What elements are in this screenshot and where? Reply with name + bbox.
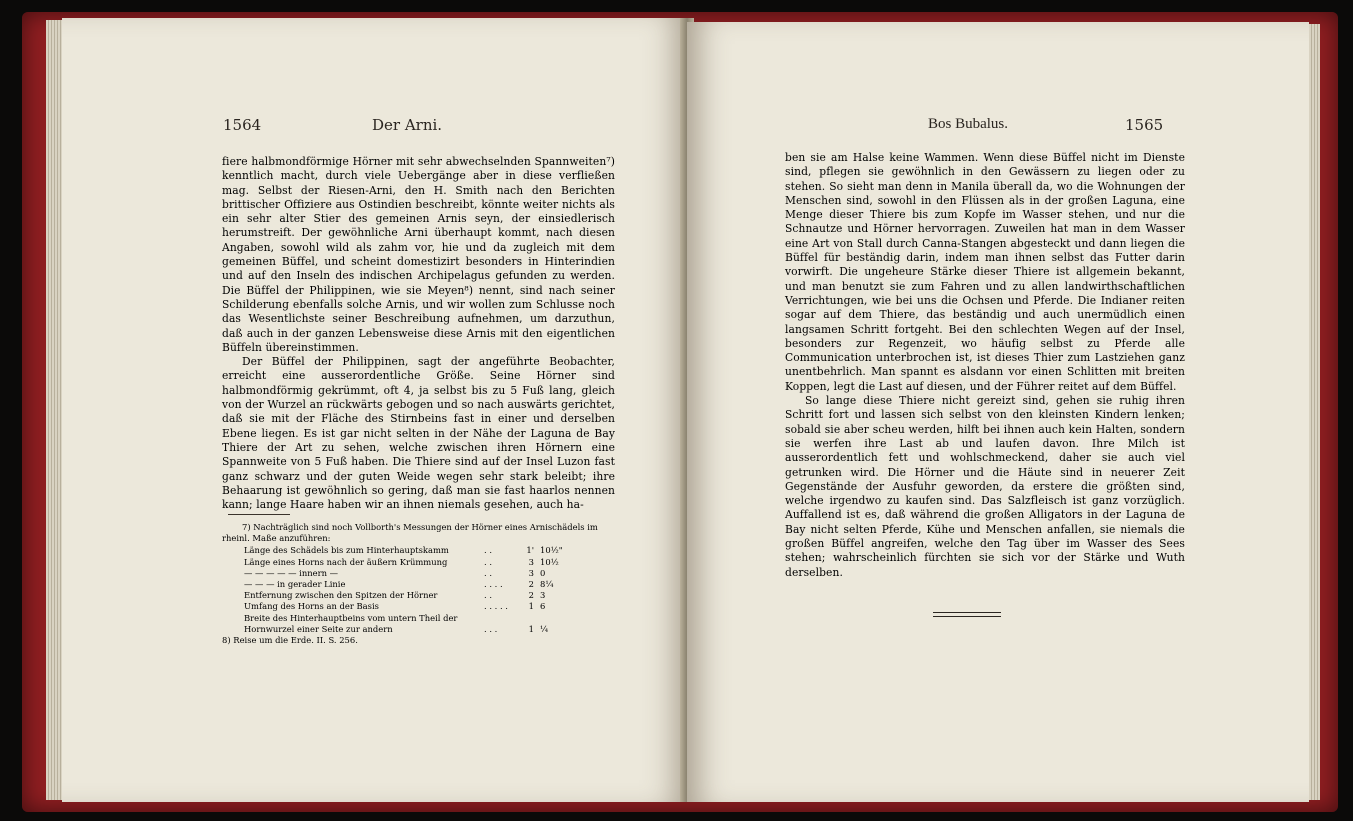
measurement-v1 [518,613,534,624]
right-page-number: 1565 [1125,116,1164,134]
measurement-label: — — — in gerader Linie [244,578,346,589]
left-running-title: Der Arni. [372,116,443,134]
measurement-row [222,579,615,590]
measurement-row [222,601,615,612]
measurement-v1: 3 [528,556,534,567]
measurement-label: Umfang des Horns an der Basis [244,601,379,612]
measurement-label: Breite des Hinterhauptbeins vom untern Theil der [244,612,458,623]
right-body-text [785,151,1185,580]
measurement-label: Länge eines Horns nach der äußern Krümmung [244,556,448,567]
measurement-v2: 3 [540,590,546,601]
footnote-7-intro: 7) Nachträglich sind noch Vollborth's Messungen der Hörner eines Arnischädels im rheinl. Maße anzuführen: [222,522,598,544]
end-rule [933,612,1001,617]
left-page-number: 1564 [223,116,262,134]
footnote-separator [228,514,290,515]
measurement-v2: ¼ [540,623,549,634]
measurement-v1: 2 [528,578,534,589]
measurement-dots: . . [484,590,492,601]
right-running-title: Bos Bubalus. [928,116,1009,132]
measurement-row [222,624,615,635]
left-paragraph-2: Der Büffel der Philippinen, sagt der angeführte Beobachter, erreicht eine ausserordentliche Größe. Seine Hörner sind halbmondförmig gekrümmt, oft 4, ja selbst bis zu 5 Fuß lang, gleich von der Wurzel an rückwärts gebogen und so nach auswärts gerichtet, daß sie mit der Fläche des Stirnbeins fast in einer und derselben Ebene liegen. Es ist gar nicht selten in der Nähe der Laguna de Bay Thiere der Art zu sehen, welche zwischen ihren Hörnern eine Spannweite von 5 Fuß haben. Die Thiere sind auf der Insel Luzon fast ganz schwarz und der guten Weide wegen sehr stark beleibt; ihre Behaarung ist gewöhnlich so gering, daß man sie fast haarlos nennen kann; lange Haare haben wir an ihnen niemals gesehen, auch ha- [222,355,615,512]
measurement-dots: . . [484,567,492,578]
measurement-v2: 8¼ [540,578,554,589]
measurement-v1: 1 [528,601,534,612]
left-footnotes [222,522,615,646]
measurement-v1: 1' [526,545,534,556]
measurement-row [222,613,615,624]
left-body-text [222,155,615,512]
measurement-table [222,545,615,635]
right-paragraph-1: ben sie am Halse keine Wammen. Wenn diese Büffel nicht im Dienste sind, pflegen sie gewöhnlich in den Gewässern zu liegen oder zu stehen. So sieht man denn in Manila überall da, wo die Wohnungen der Menschen sind, sowohl in den Flüssen als in der großen Laguna, eine Menge dieser Thiere bis zum Kopfe im Wasser stehen, und nur die Schnautze und Hörner hervorragen. Zuweilen hat man in dem Wasser eine Art von Stall durch Canna-Stangen abgesteckt und dann liegen die Büffel für beständig darin, indem man ihnen selbst das Futter darin vorwirft. Die ungeheure Stärke dieser Thiere ist allgemein bekannt, und man benutzt sie zum Fahren und zu allen landwirthschaftlichen Verrichtungen, wie bei uns die Ochsen und Pferde. Die Indianer reiten sogar auf dem Thiere, das beständig und auch unermüdlich einen langsamen Schritt fortgeht. Bei den schlechten Wegen auf der Insel, besonders zur Regenzeit, wo häufig selbst zu Pferde alle Communication unterbrochen ist, ist dieses Thier zum Lastziehen ganz unentbehrlich. Man spannt es alsdann vor einen Schlitten mit breiten Koppen, legt die Last auf diesen, und der Führer reitet auf dem Büffel. [785,151,1185,393]
measurement-label: Hornwurzel einer Seite zur andern [244,623,393,634]
measurement-dots: . . [484,545,492,556]
measurement-row [222,545,615,556]
measurement-label: Entfernung zwischen den Spitzen der Hörner [244,590,438,601]
measurement-dots: . . . . [484,578,503,589]
left-paragraph-1: fiere halbmondförmige Hörner mit sehr abwechselnden Spannweiten⁷) kenntlich macht, durch viele Uebergänge aber in diese verfließen mag. Selbst der Riesen-Arni, den H. Smith nach den Berichten brittischer Offiziere aus Ostindien beschreibt, könnte weiter nichts als ein sehr alter Stier des gemeinen Arnis seyn, der einsiedlerisch herumstreift. Der gewöhnliche Arni überhaupt kommt, nach diesen Angaben, sowohl wild als zahm vor, hie und da zugleich mit dem gemeinen Büffel, und scheint domestizirt besonders in Hinterindien und auf den Inseln des indischen Archipelagus gefunden zu werden. Die Büffel der Philippinen, wie sie Meyen⁸) nennt, sind nach seiner Schilderung ebenfalls solche Arnis, und wir wollen zum Schlusse noch das Wesentlichste seiner Beschreibung aufnehmen, um darzuthun, daß auch in der ganzen Lebensweise diese Arnis mit den eigentlichen Büffeln übereinstimmen. [222,155,615,354]
measurement-v2: 0 [540,567,546,578]
measurement-v2: 10½" [540,545,563,556]
measurement-label: Länge des Schädels bis zum Hinterhauptskamm [244,545,449,556]
measurement-v1: 2 [528,590,534,601]
footnote-8: 8) Reise um die Erde. II. S. 256. [222,634,358,645]
measurement-row [222,568,615,579]
measurement-row [222,590,615,601]
measurement-v2 [534,613,564,624]
measurement-dots: . . . . . [484,601,508,612]
measurement-v1: 3 [528,567,534,578]
measurement-dots [484,613,518,624]
measurement-label: — — — — — innern — [244,567,339,578]
measurement-dots: . . [484,556,492,567]
measurement-v2: 10½ [540,556,559,567]
measurement-v2: 6 [540,601,546,612]
measurement-dots: . . . [484,623,498,634]
measurement-row [222,557,615,568]
right-paragraph-2: So lange diese Thiere nicht gereizt sind, gehen sie ruhig ihren Schritt fort und lassen sich selbst von den kleinsten Kindern lenken; sobald sie aber scheu werden, hilft bei ihnen auch kein Halten, sondern sie werfen ihre Last ab und laufen davon. Ihre Milch ist ausserordentlich fett und wohlschmeckend, daher sie auch viel getrunken wird. Die Hörner und die Häute sind in neuerer Zeit Gegenstände der Ausfuhr geworden, da erstere die größten sind, welche irgendwo zu kaufen sind. Das Salzfleisch ist ganz vorzüglich. Auffallend ist es, daß während die großen Alligators in der Laguna de Bay nicht selten Pferde, Kühe und Menschen anfallen, sie niemals die großen Büffel angreifen, welche den Tag über im Wasser des Sees stehen; wahrscheinlich fürchten sie sich vor der Stärke und Wuth derselben. [785,394,1185,579]
measurement-v1: 1 [528,623,534,634]
